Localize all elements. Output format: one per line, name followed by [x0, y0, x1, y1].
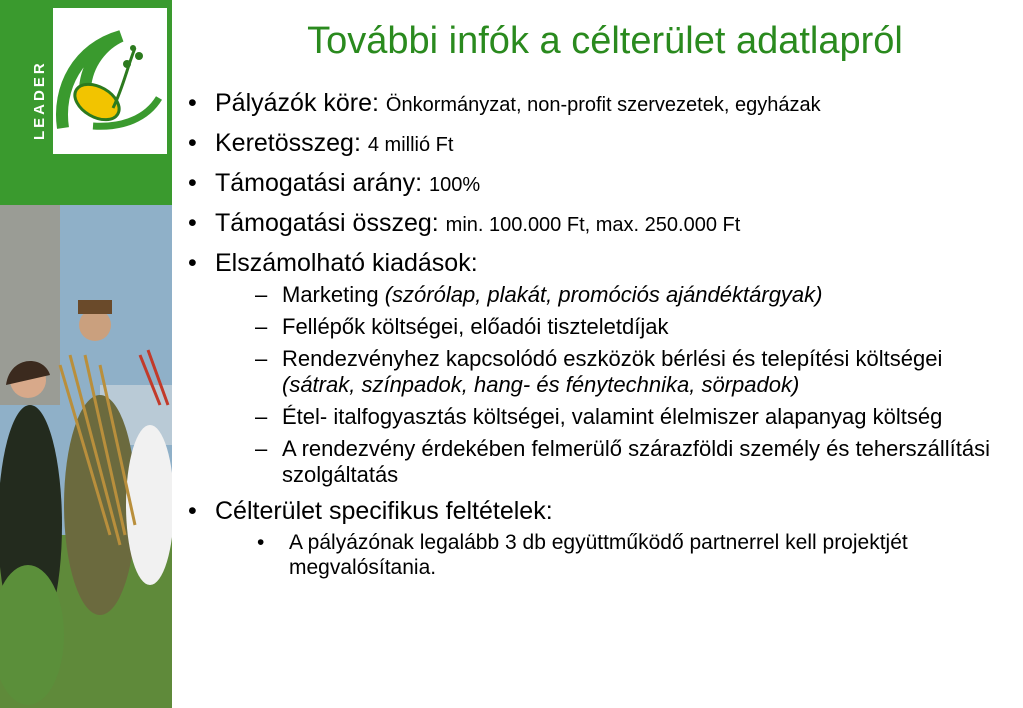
expense-detail: (szórólap, plakát, promóciós ajándéktárgyak): [384, 282, 823, 307]
logo-text: LEADER: [31, 60, 48, 140]
slide-content: [188, 88, 1013, 588]
photo-archers: [0, 205, 172, 708]
expense-text: Rendezvényhez kapcsolódó eszközök bérlési és telepítési költségei: [282, 346, 943, 371]
expenses-sublist: [215, 282, 1013, 488]
slide-title: További infók a célterület adatlapról: [307, 20, 903, 62]
leader-emblem-icon: [23, 8, 167, 154]
expense-item: [215, 314, 1013, 340]
list-item-applicants: [188, 88, 1013, 120]
expense-item: [215, 282, 1013, 308]
list-item-specific-conditions: [188, 496, 1013, 580]
expense-item: [215, 346, 1013, 398]
expense-item: [215, 404, 1013, 430]
main-list: [188, 88, 1013, 580]
expense-text: Fellépők költségei, előadói tiszteletdíjak: [282, 314, 669, 339]
list-item-support-rate: [188, 168, 1013, 200]
item-label: Keretösszeg:: [215, 129, 368, 157]
sidebar: [0, 0, 172, 708]
expense-text: Marketing: [282, 282, 385, 307]
list-item-support-amount: [188, 208, 1013, 240]
expense-detail: (sátrak, színpadok, hang- és fénytechnika, sörpadok): [282, 372, 800, 397]
item-value: 4 millió Ft: [367, 134, 454, 156]
item-label: Támogatási összeg:: [215, 209, 446, 237]
expenses-heading: Elszámolható kiadások:: [215, 249, 478, 277]
specific-heading: Célterület specifikus feltételek:: [215, 497, 553, 525]
item-value: Önkormányzat, non-profit szervezetek, egyházak: [385, 94, 821, 116]
item-value: min. 100.000 Ft, max. 250.000 Ft: [445, 214, 741, 236]
list-item-expenses: [188, 248, 1013, 488]
item-label: Támogatási arány:: [215, 169, 429, 197]
list-item-budget: [188, 128, 1013, 160]
specific-sublist: [215, 530, 1013, 580]
specific-item: • A pályázónak legalább 3 db együttműködő partnerrel kell projektjét megvalósítania.: [215, 530, 1013, 580]
expense-text: Étel- italfogyasztás költségei, valamint élelmiszer alapanyag költség: [282, 404, 943, 429]
leader-logo: [20, 5, 170, 157]
item-label: Pályázók köre:: [215, 89, 386, 117]
expense-text: A rendezvény érdekében felmerülő szárazföldi személy és teherszállítási szolgáltatás: [282, 436, 991, 487]
expense-item: [215, 436, 1013, 488]
item-value: 100%: [429, 174, 481, 196]
